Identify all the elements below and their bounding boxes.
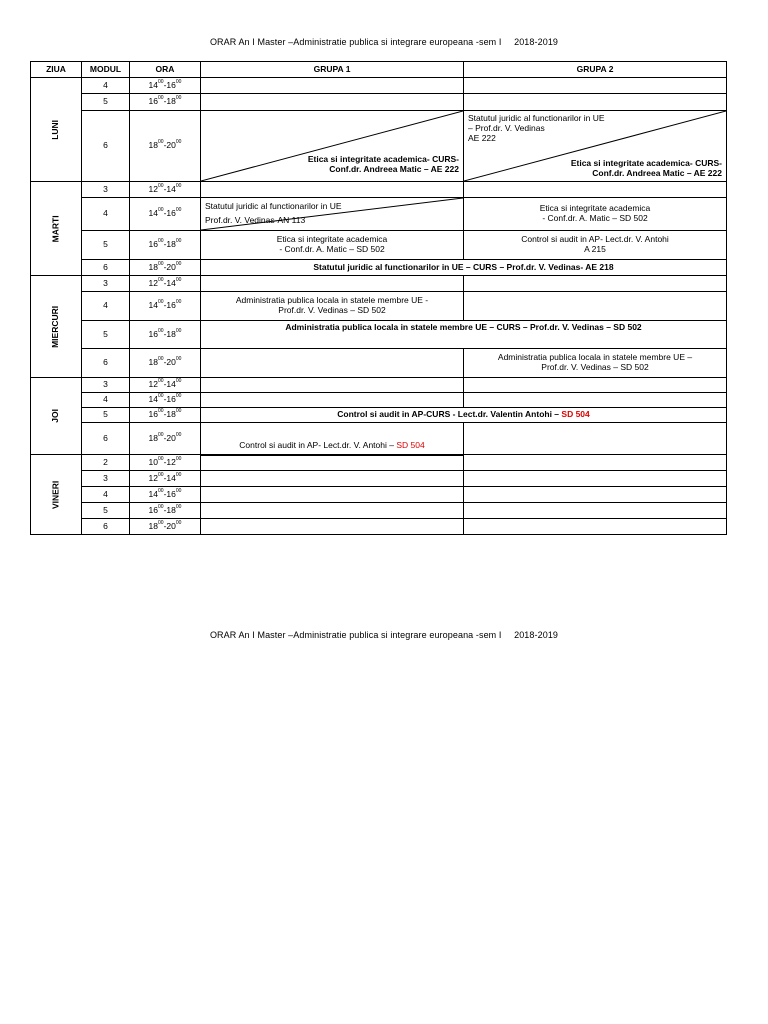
marti-g2-m4-line1: Etica si integritate academica xyxy=(539,203,651,214)
time-cell: $16^{00}-18^{00}$ xyxy=(130,231,201,260)
col-header-grupa2: GRUPA 2 xyxy=(464,62,727,78)
grupa1-cell xyxy=(201,349,464,378)
table-row xyxy=(31,78,727,94)
col-header-ora: ORA xyxy=(130,62,201,78)
grupa1-cell xyxy=(201,471,464,487)
room-label: SD 504 xyxy=(561,409,590,420)
time-cell: $18^{00}-20^{00}$ xyxy=(130,423,201,455)
grupa1-cell: Control si audit in AP- Lect.dr. V. Antohi – SD 504 xyxy=(201,423,464,455)
module-cell: 6 xyxy=(82,423,130,455)
module-cell: 5 xyxy=(82,408,130,423)
miercuri-g2-m6-line1: Administratia publica locala in statele membre UE – xyxy=(497,352,693,363)
grupa2-cell xyxy=(464,471,727,487)
grupa2-cell xyxy=(464,455,727,471)
grupa1-cell xyxy=(201,78,464,94)
time-cell: $18^{00}-20^{00}$ xyxy=(130,519,201,535)
module-cell: 5 xyxy=(82,94,130,111)
marti-g2-m4-line2: - Conf.dr. A. Matic – SD 502 xyxy=(542,213,648,223)
module-cell: 4 xyxy=(82,487,130,503)
col-header-grupa1: GRUPA 1 xyxy=(201,62,464,78)
module-cell: 3 xyxy=(82,378,130,393)
grupa1-cell xyxy=(201,378,464,393)
schedule-table xyxy=(30,61,727,535)
time-cell: $18^{00}-20^{00}$ xyxy=(130,260,201,276)
day-joi: JOI xyxy=(31,378,82,455)
time-cell: $18^{00}-20^{00}$ xyxy=(130,349,201,378)
grupa2-cell xyxy=(464,94,727,111)
grupa2-cell xyxy=(464,393,727,408)
module-cell: 3 xyxy=(82,276,130,292)
module-cell: 6 xyxy=(82,519,130,535)
marti-g1-m5-line1: Etica si integritate academica xyxy=(276,234,388,245)
day-miercuri: MIERCURI xyxy=(31,276,82,378)
time-cell: $16^{00}-18^{00}$ xyxy=(130,321,201,349)
marti-g1-m4-line2: Prof.dr. V. Vedinas-AN 113 xyxy=(205,215,306,225)
heading-title: ORAR An I Master –Administratie publica si integrare europeana -sem I xyxy=(209,37,502,47)
table-row xyxy=(31,276,727,292)
time-cell: $14^{00}-16^{00}$ xyxy=(130,198,201,231)
table-row xyxy=(31,503,727,519)
time-cell: $16^{00}-18^{00}$ xyxy=(130,94,201,111)
table-header-row xyxy=(31,62,727,78)
table-row xyxy=(31,349,727,378)
time-cell: $12^{00}-14^{00}$ xyxy=(130,378,201,393)
day-marti: MARTI xyxy=(31,182,82,276)
table-row xyxy=(31,231,727,260)
miercuri-g1-m4-line2: Prof.dr. V. Vedinas – SD 502 xyxy=(278,305,386,315)
table-row xyxy=(31,94,727,111)
time-cell: $14^{00}-16^{00}$ xyxy=(130,292,201,321)
time-cell: $16^{00}-18^{00}$ xyxy=(130,408,201,423)
heading-year: 2018-2019 xyxy=(514,37,559,47)
grupa1-cell xyxy=(201,94,464,111)
table-row xyxy=(31,198,727,231)
miercuri-m5-curs: Administratia publica locala in statele membre UE – CURS – Prof.dr. V. Vedinas – SD 502 xyxy=(201,321,727,349)
marti-g2-m5-line1: Control si audit in AP- Lect.dr. V. Antohi xyxy=(521,234,669,245)
luni-g1-line2: Conf.dr. Andreea Matic – AE 222 xyxy=(329,164,459,175)
table-row xyxy=(31,487,727,503)
col-header-ziua: ZIUA xyxy=(31,62,82,78)
luni-g2-top2: – Prof.dr. V. Vedinas xyxy=(468,122,545,133)
grupa2-cell xyxy=(464,378,727,393)
grupa2-cell xyxy=(464,519,727,535)
grupa2-cell xyxy=(464,292,727,321)
day-vineri: VINERI xyxy=(31,455,82,535)
schedule-heading-repeat xyxy=(0,630,768,640)
marti-m6-curs: Statutul juridic al functionarilor in UE – CURS – Prof.dr. V. Vedinas- AE 218 xyxy=(201,260,727,276)
luni-g2-top3: AE 222 xyxy=(468,132,496,143)
time-cell: $12^{00}-14^{00}$ xyxy=(130,182,201,198)
grupa2-cell xyxy=(464,182,727,198)
time-cell: $14^{00}-16^{00}$ xyxy=(130,487,201,503)
grupa2-cell xyxy=(464,503,727,519)
grupa1-cell xyxy=(201,487,464,503)
time-cell: $12^{00}-14^{00}$ xyxy=(130,471,201,487)
grupa1-cell xyxy=(201,393,464,408)
grupa2-cell xyxy=(464,423,727,455)
luni-g2-bot2: Conf.dr. Andreea Matic – AE 222 xyxy=(592,168,722,179)
grupa1-cell xyxy=(201,455,464,471)
miercuri-g1-m4-line1: Administratia publica locala in statele membre UE - xyxy=(235,295,429,306)
time-cell: $14^{00}-16^{00}$ xyxy=(130,78,201,94)
time-cell: $14^{00}-16^{00}$ xyxy=(130,393,201,408)
miercuri-g2-m6-line2: Prof.dr. V. Vedinas – SD 502 xyxy=(541,362,649,372)
luni-g2-top1: Statutul juridic al functionarilor in UE xyxy=(468,113,605,123)
module-cell: 5 xyxy=(82,231,130,260)
module-cell: 4 xyxy=(82,393,130,408)
module-cell: 5 xyxy=(82,503,130,519)
time-cell: $10^{00}-12^{00}$ xyxy=(130,455,201,471)
grupa1-split-cell xyxy=(201,111,464,182)
table-row xyxy=(31,519,727,535)
table-row xyxy=(31,111,727,182)
diagonal-divider xyxy=(201,198,463,230)
day-luni: LUNI xyxy=(31,78,82,182)
schedule-heading xyxy=(0,37,768,47)
time-cell: $18^{00}-20^{00}$ xyxy=(130,111,201,182)
table-row xyxy=(31,423,727,455)
grupa1-cell xyxy=(201,503,464,519)
grupa1-cell xyxy=(201,231,464,260)
col-header-modul: MODUL xyxy=(82,62,130,78)
time-cell: $16^{00}-18^{00}$ xyxy=(130,503,201,519)
table-row xyxy=(31,455,727,471)
heading-year: 2018-2019 xyxy=(514,630,559,640)
grupa2-cell xyxy=(464,487,727,503)
table-row xyxy=(31,292,727,321)
module-cell: 5 xyxy=(82,321,130,349)
marti-g1-m5-line2: - Conf.dr. A. Matic – SD 502 xyxy=(279,244,385,254)
table-row xyxy=(31,321,727,349)
grupa2-cell xyxy=(464,198,727,231)
marti-g1-m4-line1: Statutul juridic al functionarilor in UE xyxy=(205,201,342,212)
table-row xyxy=(31,471,727,487)
luni-g2-bot1: Etica si integritate academica- CURS- xyxy=(570,158,722,169)
table-row xyxy=(31,378,727,393)
grupa2-split-cell xyxy=(464,111,727,182)
grupa1-cell xyxy=(201,276,464,292)
module-cell: 4 xyxy=(82,198,130,231)
grupa2-cell xyxy=(464,231,727,260)
module-cell: 2 xyxy=(82,455,130,471)
grupa1-cell xyxy=(201,182,464,198)
table-row xyxy=(31,408,727,423)
grupa2-cell xyxy=(464,349,727,378)
module-cell: 4 xyxy=(82,292,130,321)
table-row xyxy=(31,393,727,408)
grupa2-cell xyxy=(464,276,727,292)
luni-g1-line1: Etica si integritate academica- CURS- xyxy=(307,154,459,165)
table-row xyxy=(31,260,727,276)
grupa1-split-cell xyxy=(201,198,464,231)
grupa1-cell xyxy=(201,292,464,321)
module-cell: 3 xyxy=(82,471,130,487)
grupa2-cell xyxy=(464,78,727,94)
room-label: SD 504 xyxy=(396,439,425,450)
module-cell: 3 xyxy=(82,182,130,198)
time-cell: $12^{00}-14^{00}$ xyxy=(130,276,201,292)
module-cell: 6 xyxy=(82,111,130,182)
marti-g2-m5-line2: A 215 xyxy=(584,244,606,254)
module-cell: 6 xyxy=(82,260,130,276)
joi-m5-curs: Control si audit in AP-CURS - Lect.dr. Valentin Antohi – SD 504 xyxy=(201,408,727,423)
heading-title: ORAR An I Master –Administratie publica si integrare europeana -sem I xyxy=(209,630,502,640)
table-row xyxy=(31,182,727,198)
module-cell: 4 xyxy=(82,78,130,94)
grupa1-cell xyxy=(201,519,464,535)
module-cell: 6 xyxy=(82,349,130,378)
